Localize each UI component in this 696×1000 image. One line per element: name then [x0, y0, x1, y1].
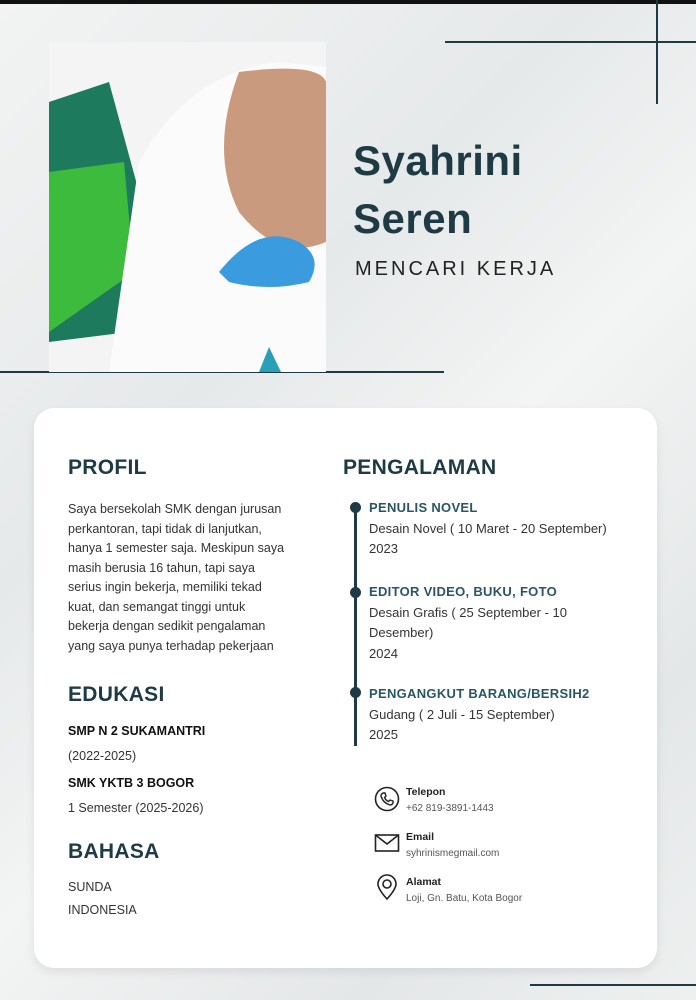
email-icon [374, 830, 400, 856]
profile-line: hanya 1 semester saja. Meskipun saya [68, 541, 285, 555]
last-name: Seren [353, 195, 473, 242]
job-objective: MENCARI KERJA [355, 258, 557, 280]
phone-icon [374, 786, 400, 812]
profile-heading: PROFIL [68, 456, 147, 479]
education-period: (2022-2025) [68, 749, 137, 763]
profile-line: serius ingin bekerja, memiliki tekad [68, 580, 262, 594]
experience-item [369, 582, 599, 664]
timeline-dot [350, 687, 361, 698]
profile-line: masih berusia 16 tahun, tapi saya [68, 560, 255, 575]
profile-line: yang saya punya terhadap pekerjaan [68, 638, 274, 653]
decor-line [445, 41, 696, 43]
education-period: 1 Semester (2025-2026) [68, 801, 204, 815]
languages-heading: BAHASA [68, 840, 160, 863]
experience-item [369, 684, 629, 746]
top-bar [0, 0, 696, 4]
timeline-line [354, 505, 357, 746]
experience-year: 2024 [369, 645, 398, 661]
profile-line: kuat, dan semangat tinggi untuk [68, 599, 246, 614]
experience-heading: PENGALAMAN [343, 456, 497, 479]
experience-year: 2023 [369, 541, 398, 556]
language-item: SUNDA [68, 880, 112, 894]
contact-address [406, 874, 522, 907]
address-value: Loji, Gn. Batu, Kota Bogor [406, 893, 523, 904]
education-school: SMP N 2 SUKAMANTRI [68, 724, 206, 738]
experience-desc: Desain Novel ( 10 Maret - 20 September) [369, 520, 607, 536]
education-school: SMK YKTB 3 BOGOR [68, 776, 195, 790]
profile-line: bekerja dengan sedikit pengalaman [68, 619, 266, 633]
experience-title: PENULIS NOVEL [369, 500, 478, 515]
profile-photo [49, 42, 326, 372]
full-name [353, 132, 523, 248]
email-value: syhrinismegmail.com [406, 848, 500, 859]
language-item: INDONESIA [68, 903, 137, 917]
email-label: Email [406, 831, 435, 843]
experience-title: PENGANGKUT BARANG/BERSIH2 [369, 686, 590, 701]
profile-line: perkantoran, tapi tidak di lanjutkan, [68, 521, 262, 536]
experience-item [369, 498, 629, 560]
phone-label: Telepon [406, 786, 446, 798]
address-label: Alamat [406, 876, 442, 888]
experience-desc: Desain Grafis ( 25 September - 10 Desember) [369, 604, 567, 640]
education-heading: EDUKASI [68, 683, 165, 706]
experience-title: EDITOR VIDEO, BUKU, FOTO [369, 584, 558, 599]
timeline-dot [350, 587, 361, 598]
phone-value: +62 819-3891-1443 [406, 803, 494, 814]
experience-year: 2025 [369, 727, 398, 742]
experience-desc: Gudang ( 2 Juli - 15 September) [369, 706, 555, 722]
languages-list [68, 876, 137, 922]
decor-line [656, 0, 658, 104]
decor-line [530, 984, 696, 986]
first-name: Syahrini [353, 137, 523, 184]
contact-email [406, 829, 499, 862]
profile-line: Saya bersekolah SMK dengan jurusan [68, 502, 282, 516]
timeline-dot [350, 502, 361, 513]
profile-text [68, 500, 284, 656]
education-list [68, 719, 205, 821]
contact-phone [406, 784, 494, 817]
location-pin-icon [374, 874, 400, 900]
